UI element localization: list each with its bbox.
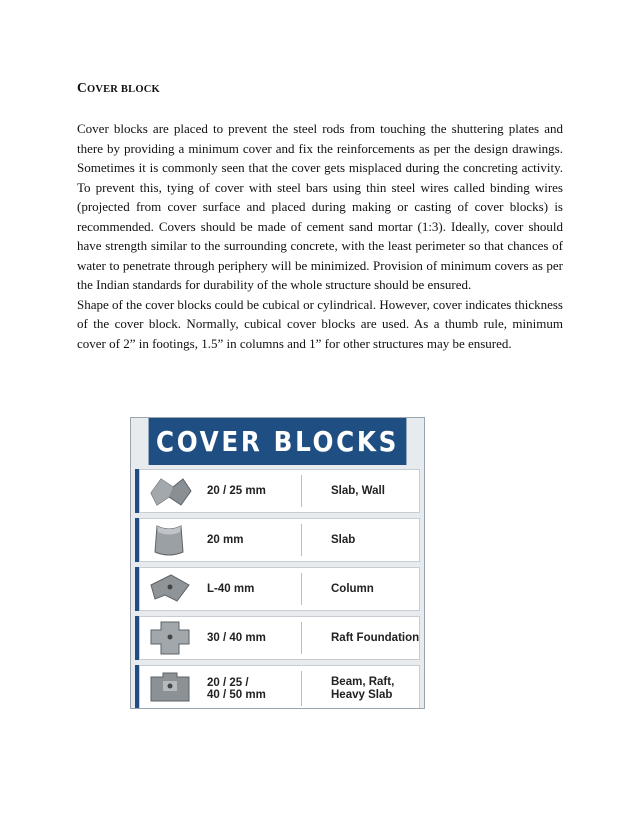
row-use: Raft Foundation: [331, 631, 420, 644]
row-use: Slab, Wall: [331, 484, 385, 497]
row-divider: [301, 622, 302, 654]
wedge-block-icon: [147, 473, 193, 509]
row-divider: [301, 671, 302, 706]
row-use: Column: [331, 582, 374, 595]
l-shaped-block-icon: [147, 571, 193, 607]
row-divider: [301, 524, 302, 556]
cross-block-icon: [147, 620, 193, 656]
figure-row: [135, 665, 420, 709]
figure-title: COVER BLOCKS: [149, 418, 407, 465]
figure-row: [135, 518, 420, 562]
row-size: L-40 mm: [207, 583, 255, 595]
figure-row: [135, 469, 420, 513]
figure-row: [135, 616, 420, 660]
curved-block-icon: [147, 522, 193, 558]
row-use: Beam, Raft, Heavy Slab: [331, 675, 395, 701]
row-size: 20 / 25 / 40 / 50 mm: [207, 676, 266, 701]
heading-first-letter: C: [77, 80, 87, 95]
paragraph-2: Shape of the cover blocks could be cubical or cylindrical. However, cover indicates thickness of the cover block. Normally, cubical cover blocks are used. As a thumb rule, minimum cover of 2” in footings, 1.5” in columns and 1” for other structures may be ensured.: [77, 296, 563, 351]
row-use: Slab: [331, 533, 356, 546]
paragraph-1: Cover blocks are placed to prevent the steel rods from touching the shuttering plates and there by providing a minimum cover and fix the reinforcements as per the design drawings. Sometimes it is commonly seen that the cover gets misplaced during the concreting activity. To prevent this, tying of cover with steel bars using thin steel wires called binding wires (projected from cover surface and placed during making or casting of cover blocks) is recommended. Covers should be made of cement sand mortar (1:3). Ideally, cover should have strength similar to the surrounding concrete, with the least perimeter so that chances of water to penetrate through periphery will be minimized. Provision of minimum covers as per the Indian standards for durability of the whole structure should be ensured.: [77, 121, 563, 292]
row-size: 20 mm: [207, 534, 244, 546]
section-heading: [77, 80, 160, 96]
cover-blocks-figure: [130, 417, 425, 709]
multi-level-block-icon: [147, 669, 193, 705]
figure-row: [135, 567, 420, 611]
heading-rest: OVER BLOCK: [86, 84, 160, 95]
row-divider: [301, 475, 302, 507]
row-size: 30 / 40 mm: [207, 632, 266, 644]
row-size: 20 / 25 mm: [207, 485, 266, 497]
figure-rows: [135, 469, 420, 704]
body-text: [77, 119, 563, 353]
row-divider: [301, 573, 302, 605]
